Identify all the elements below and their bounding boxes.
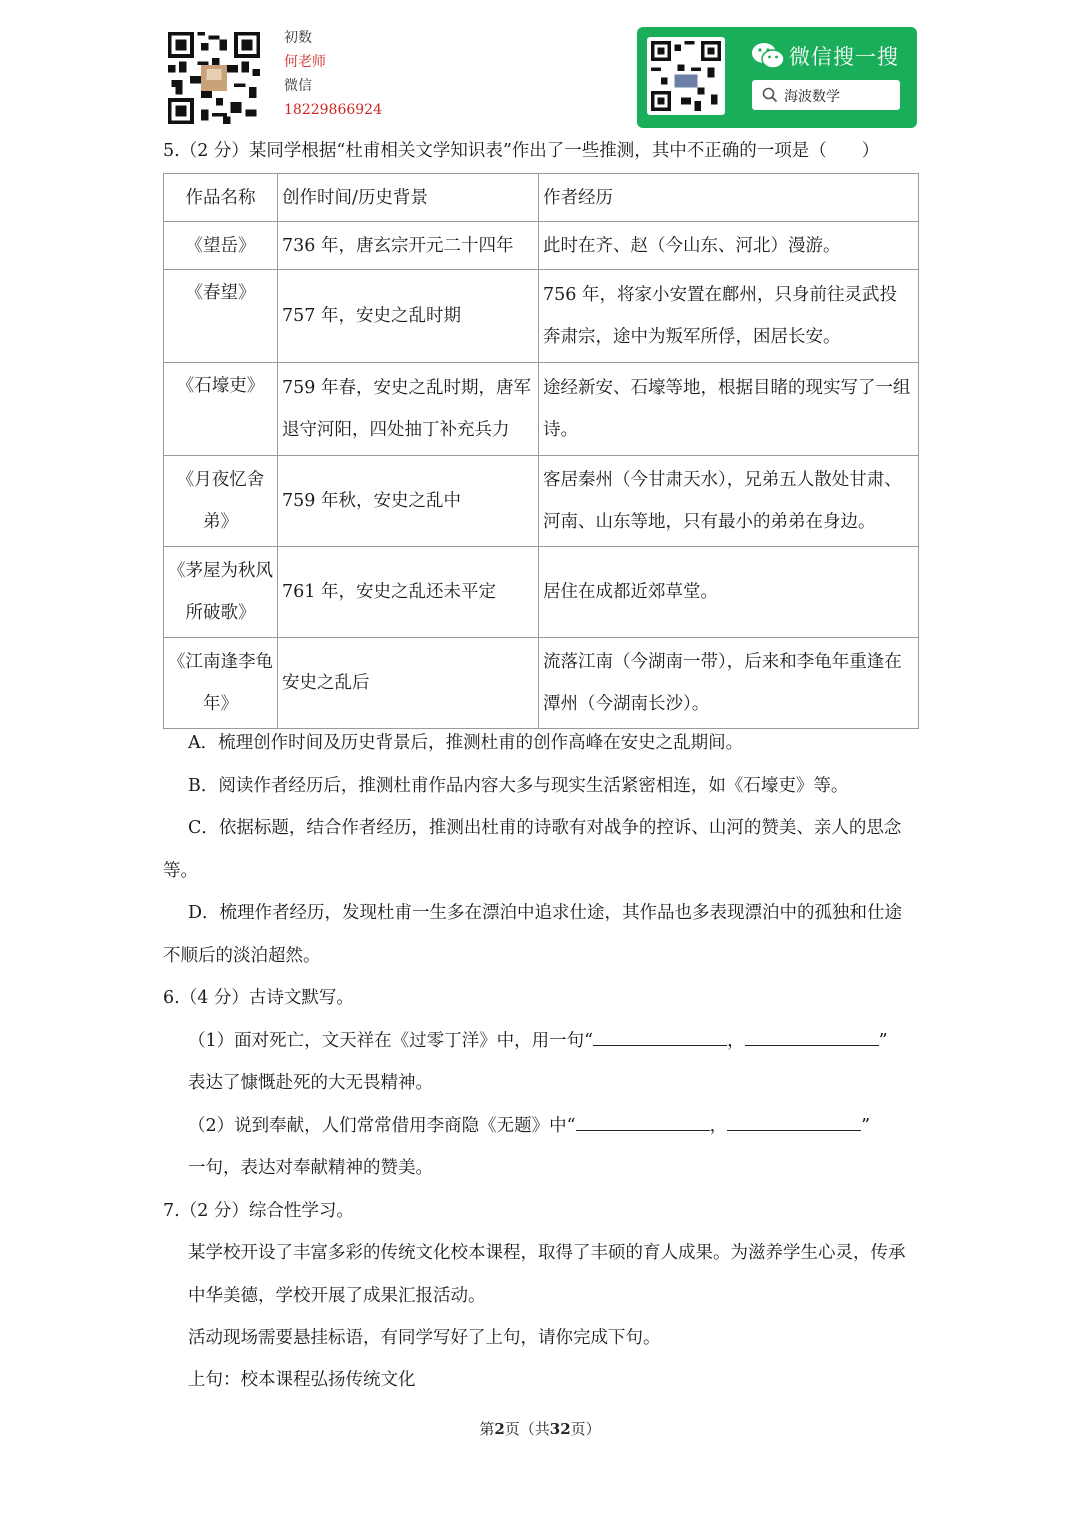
wechat-search-text: 海波数学 (784, 89, 840, 105)
table-cell: 759 年春，安史之乱时期，唐军退守河阳，四处抽丁补充兵力 (278, 363, 539, 456)
footer-mid: 页（共 (504, 1420, 550, 1438)
footer-prefix: 第 (479, 1420, 495, 1438)
contact-line-3: 微信 (284, 78, 312, 94)
q7-paragraph-1: 某学校开设了丰富多彩的传统文化校本课程，取得了丰硕的育人成果。为滋养学生心灵，传承中华美德，学校开展了成果汇报活动。 (188, 1243, 906, 1306)
q6-part2-end: 一句，表达对奉献精神的赞美。 (188, 1158, 433, 1178)
q7-stem: 7.（2 分）综合性学习。 (163, 1201, 354, 1221)
contact-line-1: 初数 (284, 30, 312, 46)
table-header-cell: 作品名称 (164, 174, 278, 222)
table-cell: 736 年，唐玄宗开元二十四年 (278, 222, 539, 270)
table-cell: 此时在齐、赵（今山东、河北）漫游。 (539, 222, 919, 270)
close-quote: ” (861, 1116, 871, 1136)
table-header-cell: 作者经历 (539, 174, 919, 222)
table-row (164, 222, 919, 270)
wechat-search-field[interactable] (752, 80, 900, 110)
q5-stem: 5.（2 分）某同学根据“杜甫相关文学知识表”作出了一些推测，其中不正确的一项是（ ） (163, 141, 880, 161)
wechat-search-title: 微信搜一搜 (789, 45, 899, 69)
table-row (164, 363, 919, 456)
table-cell: 756 年，将家小安置在鄜州，只身前往灵武投奔肃宗，途中为叛军所俘，困居长安。 (539, 270, 919, 363)
q5-option-b: B．阅读作者经历后，推测杜甫作品内容大多与现实生活紧密相连，如《石壕吏》等。 (188, 776, 849, 796)
table-row (164, 270, 919, 363)
close-quote: ” (878, 1031, 888, 1051)
q6-part2 (163, 1105, 918, 1148)
qr-pattern-icon (651, 41, 721, 111)
total-pages: 32 (549, 1420, 571, 1438)
table-row (164, 456, 919, 547)
q7-paragraph-3: 上句：校本课程弘扬传统文化 (188, 1370, 416, 1390)
dufu-knowledge-table (163, 173, 919, 729)
table-cell: 《春望》 (164, 270, 278, 363)
table-row (164, 638, 919, 729)
table-cell: 《月夜忆舍弟》 (164, 456, 278, 547)
search-icon (762, 87, 778, 103)
wechat-logo-icon (751, 41, 785, 71)
footer-suffix: 页） (570, 1420, 601, 1438)
q6-stem: 6.（4 分）古诗文默写。 (163, 988, 354, 1008)
qr-code-image (168, 32, 260, 124)
contact-phone: 18229866924 (284, 102, 382, 118)
contact-line-2: 何老师 (284, 54, 326, 70)
table-cell: 《石壕吏》 (164, 363, 278, 456)
answer-blank[interactable] (745, 1027, 879, 1046)
answer-blank[interactable] (727, 1112, 861, 1131)
table-cell: 《望岳》 (164, 222, 278, 270)
q6-part1-prompt: （1）面对死亡，文天祥在《过零丁洋》中，用一句“ (188, 1031, 594, 1051)
table-cell: 《江南逢李龟年》 (164, 638, 278, 729)
q6-part1-end: 表达了慷慨赴死的大无畏精神。 (188, 1073, 433, 1093)
table-cell: 761 年，安史之乱还未平定 (278, 547, 539, 638)
wechat-search-banner (637, 27, 917, 128)
table-row (164, 547, 919, 638)
q6-part1 (163, 1020, 918, 1063)
q6-part2-prompt: （2）说到奉献，人们常常借用李商隐《无题》中“ (188, 1116, 576, 1136)
table-cell: 流落江南（今湖南一带），后来和李龟年重逢在潭州（今湖南长沙）。 (539, 638, 919, 729)
current-page: 2 (494, 1420, 505, 1438)
q7-paragraph-2: 活动现场需要悬挂标语，有同学写好了上句，请你完成下句。 (188, 1328, 661, 1348)
table-cell: 客居秦州（今甘肃天水），兄弟五人散处甘肃、河南、山东等地，只有最小的弟弟在身边。 (539, 456, 919, 547)
q5-option-a: A．梳理创作时间及历史背景后，推测杜甫的创作高峰在安史之乱期间。 (188, 733, 744, 753)
wechat-qr-code (647, 37, 725, 115)
table-cell: 居住在成都近郊草堂。 (539, 547, 919, 638)
page-footer (0, 1418, 1080, 1439)
contact-info (284, 26, 382, 122)
table-header-row (164, 174, 919, 222)
table-cell: 《茅屋为秋风所破歌》 (164, 547, 278, 638)
answer-blank[interactable] (576, 1112, 710, 1131)
comma: ， (709, 1116, 728, 1136)
comma: ， (727, 1031, 745, 1051)
table-cell: 759 年秋，安史之乱中 (278, 456, 539, 547)
answer-blank[interactable] (593, 1027, 727, 1046)
table-cell: 757 年，安史之乱时期 (278, 270, 539, 363)
table-header-cell: 创作时间/历史背景 (278, 174, 539, 222)
table-cell: 途经新安、石壕等地，根据目睹的现实写了一组诗。 (539, 363, 919, 456)
q5-option-d: D．梳理作者经历，发现杜甫一生多在漂泊中追求仕途，其作品也多表现漂泊中的孤独和仕途不顺后的淡泊超然。 (163, 903, 903, 966)
q5-option-c: C．依据标题，结合作者经历，推测出杜甫的诗歌有对战争的控诉、山河的赞美、亲人的思念等。 (163, 818, 902, 881)
table-cell: 安史之乱后 (278, 638, 539, 729)
